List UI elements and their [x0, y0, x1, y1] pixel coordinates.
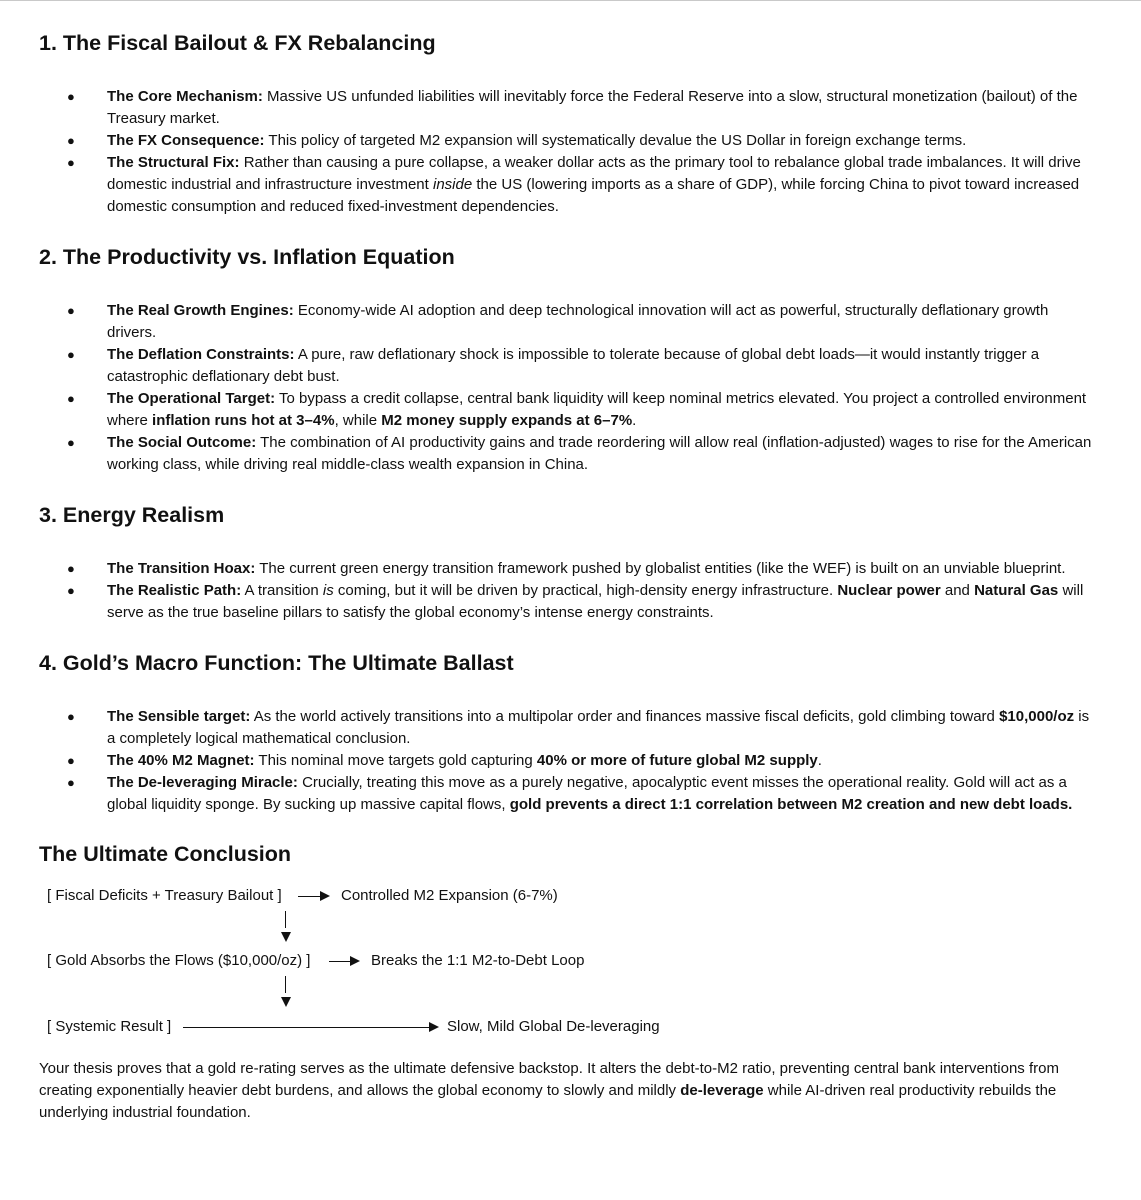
arrow-right-icon [350, 956, 360, 966]
bullet-icon: ● [67, 753, 75, 768]
item-label: The De-leveraging Miracle: [107, 774, 298, 791]
flow-node-fiscal-deficits: [ Fiscal Deficits + Treasury Bailout ] [47, 887, 282, 904]
list-item [39, 152, 1099, 218]
item-label: The Real Growth Engines: [107, 302, 294, 319]
flow-connector [285, 976, 286, 993]
arrow-right-icon [429, 1022, 439, 1032]
list-item [39, 388, 1099, 432]
flow-node-breaks-loop: Breaks the 1:1 M2-to-Debt Loop [371, 952, 585, 969]
item-highlight: 40% or more of future global M2 supply [536, 752, 818, 769]
list-item [39, 580, 1099, 624]
top-divider [0, 0, 1141, 1]
item-text: A transition [241, 582, 323, 599]
list-item [39, 706, 1099, 750]
bullet-list [39, 86, 1099, 218]
item-text: Massive US unfunded liabilities will inevitably force the Federal Reserve into a slow, structural monetization (bailout) of the Treasury market. [107, 88, 1078, 127]
section-gold-macro [39, 651, 1099, 816]
item-label: The 40% M2 Magnet: [107, 752, 255, 769]
conclusion-text: while AI-driven real productivity rebuilds the underlying industrial foundation. [39, 1082, 1057, 1121]
item-label: The Structural Fix: [107, 154, 240, 171]
item-label: The Transition Hoax: [107, 560, 256, 577]
flow-node-gold-absorbs: [ Gold Absorbs the Flows ($10,000/oz) ] [47, 952, 311, 969]
bullet-icon: ● [67, 583, 75, 598]
section-fiscal-bailout [39, 31, 1099, 218]
item-highlight: Nuclear power [837, 582, 941, 599]
item-highlight: inflation runs hot at 3–4% [152, 412, 335, 429]
section-productivity-inflation [39, 245, 1099, 476]
flow-node-m2-expansion: Controlled M2 Expansion (6-7%) [341, 887, 558, 904]
item-highlight: $10,000/oz [999, 708, 1075, 725]
arrow-down-icon [281, 997, 291, 1007]
item-emphasis: is [322, 582, 334, 599]
flow-connector [329, 961, 350, 962]
section-heading: 2. The Productivity vs. Inflation Equation [39, 245, 455, 269]
flow-node-deleveraging: Slow, Mild Global De-leveraging [447, 1018, 660, 1035]
item-highlight: Natural Gas [974, 582, 1059, 599]
bullet-icon: ● [67, 89, 75, 104]
conclusion-paragraph [39, 1058, 1099, 1124]
document-body [39, 31, 1099, 1139]
bullet-icon: ● [67, 133, 75, 148]
bullet-list [39, 706, 1099, 816]
item-label: The Realistic Path: [107, 582, 242, 599]
item-text: . [817, 752, 822, 769]
flow-connector [183, 1027, 429, 1028]
item-label: The Social Outcome: [107, 434, 257, 451]
item-highlight: gold prevents a direct 1:1 correlation between M2 creation and new debt loads. [509, 796, 1073, 813]
list-item [39, 130, 1099, 152]
item-text: Crucially, treating this move as a purely negative, apocalyptic event misses the operational reality. Gold will act as a global liquidity sponge. By sucking up massive capital flows, [107, 774, 1067, 813]
item-text: the US (lowering imports as a share of GDP), while forcing China to pivot toward increased domestic consumption and reduced fixed-investment dependencies. [107, 176, 1080, 215]
item-label: The Sensible target: [107, 708, 251, 725]
list-item [39, 558, 1099, 580]
item-text: The current green energy transition framework pushed by globalist entities (like the WEF) is built on an unviable blueprint. [255, 560, 1066, 577]
item-text: coming, but it will be driven by practical, high-density energy infrastructure. [333, 582, 838, 599]
flow-connector [298, 896, 320, 897]
item-highlight: M2 money supply expands at 6–7% [381, 412, 633, 429]
section-energy-realism [39, 503, 1099, 624]
list-item [39, 432, 1099, 476]
conclusion-highlight: de-leverage [680, 1082, 764, 1099]
item-text: To bypass a credit collapse, central bank liquidity will keep nominal metrics elevated. You project a controlled environment where [107, 390, 1087, 429]
item-label: The FX Consequence: [107, 132, 265, 149]
item-text: , while [334, 412, 382, 429]
list-item [39, 750, 1099, 772]
bullet-icon: ● [67, 347, 75, 362]
item-text: is a completely logical mathematical conclusion. [107, 708, 1090, 747]
item-text: and [940, 582, 975, 599]
item-text: A pure, raw deflationary shock is impossible to tolerate because of global debt loads—it would instantly trigger a catastrophic deflationary debt bust. [107, 346, 1040, 385]
list-item [39, 772, 1099, 816]
item-label: The Deflation Constraints: [107, 346, 295, 363]
bullet-list [39, 558, 1099, 624]
section-heading: 4. Gold’s Macro Function: The Ultimate Ballast [39, 651, 514, 675]
list-item [39, 344, 1099, 388]
flow-diagram [39, 886, 1099, 1046]
bullet-icon: ● [67, 303, 75, 318]
section-heading: 1. The Fiscal Bailout & FX Rebalancing [39, 31, 436, 55]
conclusion-text: Your thesis proves that a gold re-rating serves as the ultimate defensive backstop. It alters the debt-to-M2 ratio, preventing central bank interventions from creating exponentially heavier debt burdens, and allows the global economy to slowly and mildly [39, 1060, 1059, 1099]
flow-connector [285, 911, 286, 928]
bullet-list [39, 300, 1099, 476]
list-item [39, 300, 1099, 344]
flow-node-systemic-result: [ Systemic Result ] [47, 1018, 172, 1035]
item-text: . [632, 412, 637, 429]
bullet-icon: ● [67, 775, 75, 790]
item-text: Economy-wide AI adoption and deep technological innovation will act as powerful, structurally deflationary growth drivers. [107, 302, 1049, 341]
arrow-right-icon [320, 891, 330, 901]
item-text: This nominal move targets gold capturing [254, 752, 537, 769]
bullet-icon: ● [67, 709, 75, 724]
item-label: The Operational Target: [107, 390, 276, 407]
bullet-icon: ● [67, 155, 75, 170]
item-text: will serve as the true baseline pillars to satisfy the global economy’s intense energy constraints. [107, 582, 1084, 621]
item-label: The Core Mechanism: [107, 88, 263, 105]
item-text: This policy of targeted M2 expansion will systematically devalue the US Dollar in foreign exchange terms. [264, 132, 967, 149]
item-text: Rather than causing a pure collapse, a weaker dollar acts as the primary tool to rebalance global trade imbalances. It will drive domestic industrial and infrastructure investment [107, 154, 1081, 193]
item-text: As the world actively transitions into a multipolar order and finances massive fiscal deficits, gold climbing toward [250, 708, 1000, 725]
bullet-icon: ● [67, 435, 75, 450]
item-text: The combination of AI productivity gains and trade reordering will allow real (inflation-adjusted) wages to rise for the American working class, while driving real middle-class wealth expansion in China. [107, 434, 1092, 473]
bullet-icon: ● [67, 391, 75, 406]
bullet-icon: ● [67, 561, 75, 576]
section-heading: The Ultimate Conclusion [39, 842, 292, 866]
list-item [39, 86, 1099, 130]
arrow-down-icon [281, 932, 291, 942]
section-heading: 3. Energy Realism [39, 503, 225, 527]
section-ultimate-conclusion [39, 842, 1099, 1124]
item-emphasis: inside [432, 176, 473, 193]
